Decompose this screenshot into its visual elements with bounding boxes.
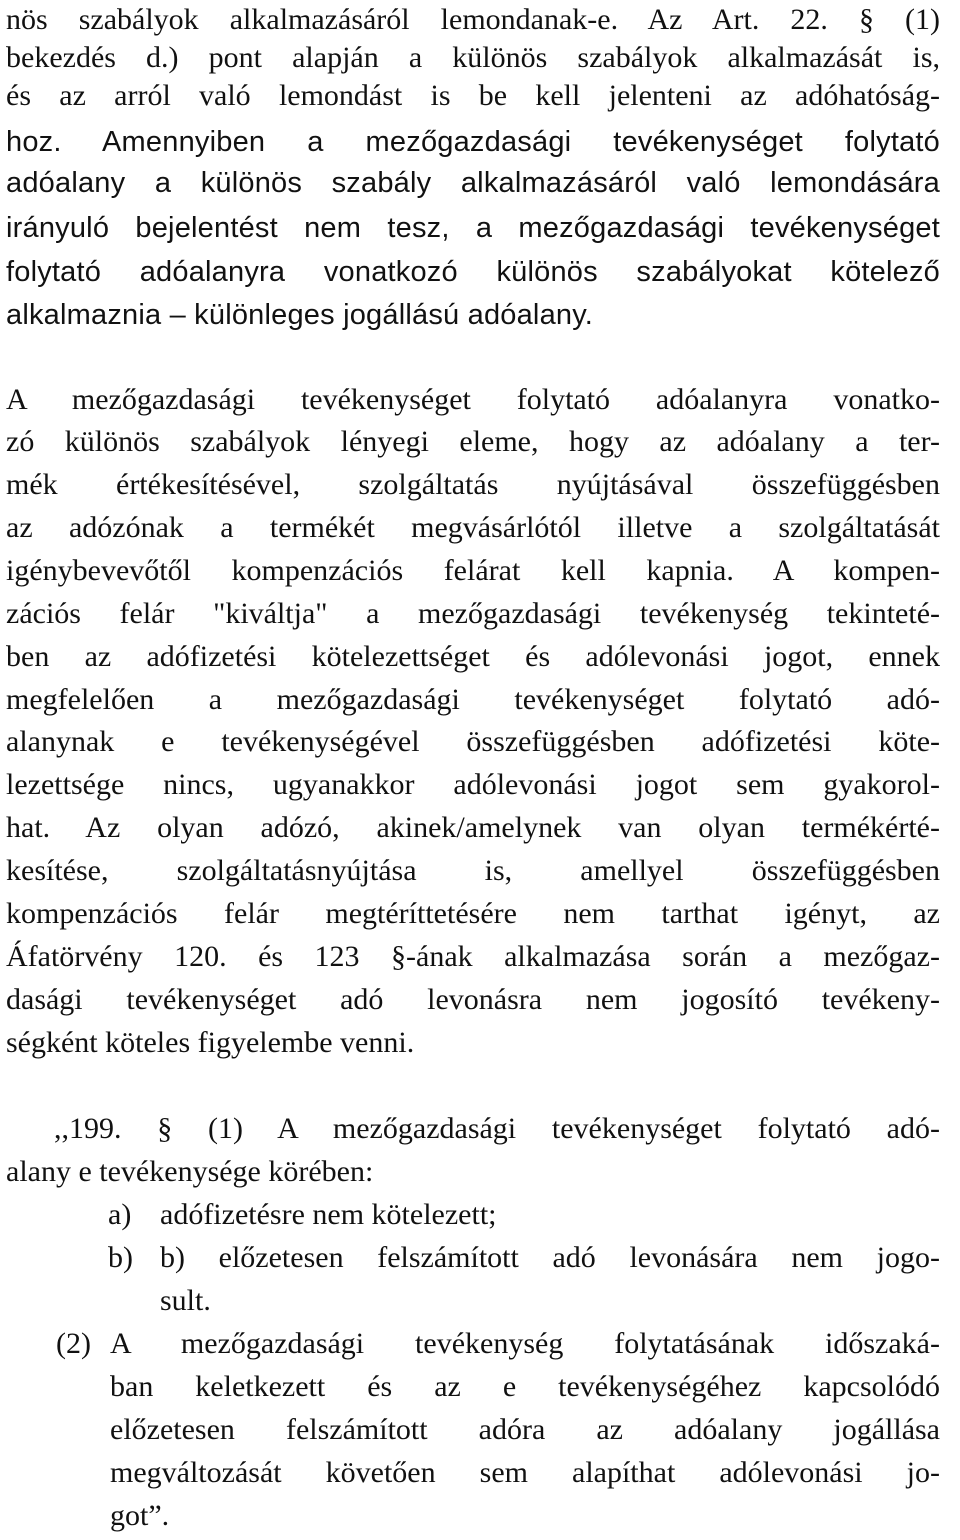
text-line: adóalany a különös szabály alkalmazásáról való lemondására [6, 167, 940, 199]
text-line: megfelelően a mezőgazdasági tevékenységet folytató adó- [6, 683, 940, 716]
list-item-b-text: b) előzetesen felszámított adó levonására nem jogo- [160, 1241, 940, 1274]
list-item-b-text: sult. [160, 1284, 211, 1317]
text-line: zációs felár "kiváltja" a mezőgazdasági tevékenység tekinteté- [6, 597, 940, 630]
text-line: irányuló bejelentést nem tesz, a mezőgazdasági tevékenységet [6, 212, 940, 244]
text-line: mék értékesítésével, szolgáltatás nyújtásával összefüggésben [6, 468, 940, 501]
text-line: ben az adófizetési kötelezettséget és adólevonási jogot, ennek [6, 640, 940, 673]
subsection-2-text: got”. [110, 1499, 170, 1532]
subsection-marker-2: (2) [56, 1327, 91, 1360]
subsection-2-text: megváltozását követően sem alapíthat adólevonási jo- [110, 1456, 940, 1489]
text-line: lezettsége nincs, ugyanakkor adólevonási jogot sem gyakorol- [6, 768, 940, 801]
text-line: zó különös szabályok lényegi eleme, hogy az adóalany a ter- [6, 425, 940, 458]
text-line: alkalmaznia – különleges jogállású adóalany. [6, 299, 594, 331]
text-line: igénybevevőtől kompenzációs felárat kell kapnia. A kompen- [6, 554, 940, 587]
text-line: kompenzációs felár megtéríttetésére nem tarthat igényt, az [6, 897, 940, 930]
text-line: A mezőgazdasági tevékenységet folytató adóalanyra vonatko- [6, 383, 940, 416]
text-line: Áfatörvény 120. és 123 §-ának alkalmazása során a mezőgaz- [6, 940, 940, 973]
text-line: alanynak e tevékenységével összefüggésben adófizetési köte- [6, 725, 940, 758]
text-line: kesítése, szolgáltatásnyújtása is, amellyel összefüggésben [6, 854, 940, 887]
subsection-2-text: előzetesen felszámított adóra az adóalany jogállása [110, 1413, 940, 1446]
list-marker-a: a) [108, 1198, 132, 1231]
text-line: ségként köteles figyelembe venni. [6, 1026, 415, 1059]
text-line: folytató adóalanyra vonatkozó különös szabályokat kötelező [6, 256, 940, 288]
text-line: az adózónak a termékét megvásárlótól illetve a szolgáltatását [6, 511, 940, 544]
section-heading-line: ,,199. § (1) A mezőgazdasági tevékenységet folytató adó- [54, 1112, 940, 1145]
subsection-2-text: A mezőgazdasági tevékenység folytatásának időszaká- [110, 1327, 940, 1360]
text-line: nös szabályok alkalmazásáról lemondanak-e. Az Art. 22. § (1) [6, 3, 940, 36]
list-marker-b: b) [108, 1241, 133, 1274]
list-item-a-text: adófizetésre nem kötelezett; [160, 1198, 497, 1231]
text-line: dasági tevékenységet adó levonásra nem jogosító tevékeny- [6, 983, 940, 1016]
subsection-2-text: ban keletkezett és az e tevékenységéhez kapcsolódó [110, 1370, 940, 1403]
text-line: hat. Az olyan adózó, akinek/amelynek van olyan termékérté- [6, 811, 940, 844]
section-heading-line: alany e tevékenysége körében: [6, 1155, 374, 1188]
text-line: és az arról való lemondást is be kell jelenteni az adóhatóság- [6, 79, 940, 112]
text-line: bekezdés d.) pont alapján a különös szabályok alkalmazását is, [6, 41, 940, 74]
text-line: hoz. Amennyiben a mezőgazdasági tevékenységet folytató [6, 126, 940, 158]
